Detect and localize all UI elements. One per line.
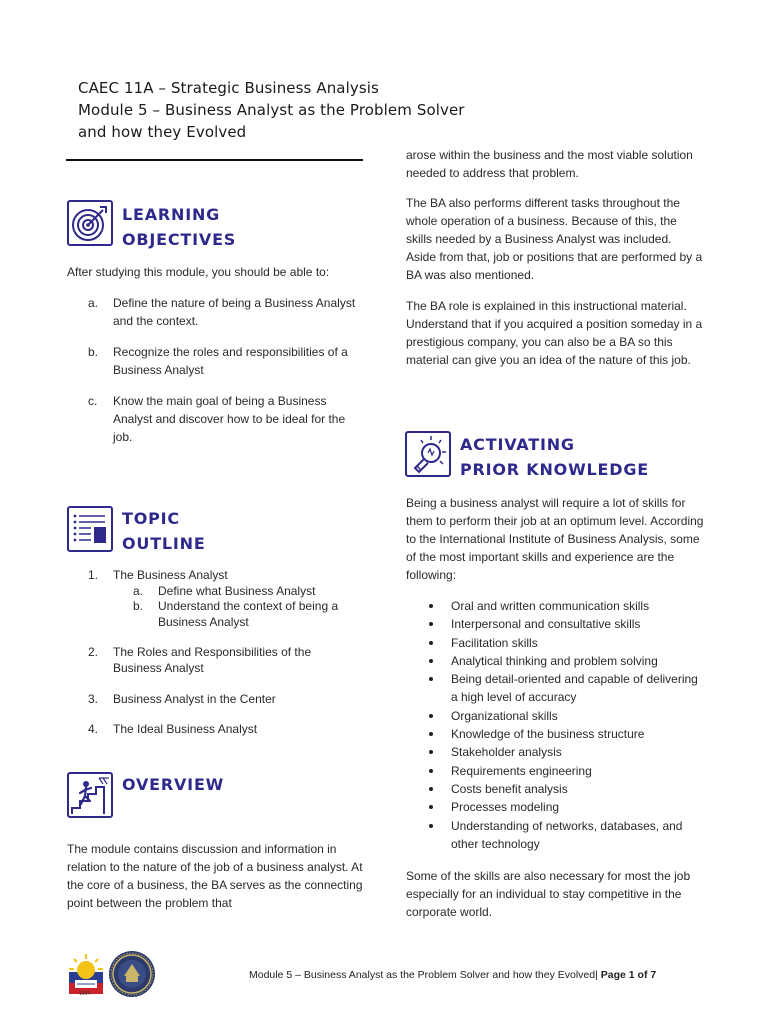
list-item: Stakeholder analysis (428, 743, 708, 761)
list-item: Processes modeling (428, 798, 708, 816)
lightbulb-icon (405, 431, 451, 477)
list-item: Costs benefit analysis (428, 780, 708, 798)
activating-heading: ACTIVATING PRIOR KNOWLEDGE (460, 435, 649, 479)
list-item: b. Understand the context of being a Business Analyst (133, 599, 339, 629)
overview-paragraph-3: The BA role is explained in this instructional material. Understand that if you acquired a position someday in a prestigious company, you can also be a BA so this material can give you an idea of the nature of this job. (406, 299, 703, 367)
stairs-climber-icon (67, 772, 113, 818)
list-item: c. Know the main goal of being a Business Analyst and discover how to be ideal for the job. (88, 394, 346, 444)
overview-heading: OVERVIEW (122, 775, 225, 794)
list-item: 2. The Roles and Responsibilities of the Business Analyst (88, 645, 312, 675)
skills-list (428, 597, 708, 853)
page-number: Page 1 of 7 (600, 969, 657, 981)
list-item: Oral and written communication skills (428, 597, 708, 615)
list-item: 4. The Ideal Business Analyst (88, 722, 258, 737)
list-item: Facilitation skills (428, 634, 708, 652)
target-icon (67, 200, 113, 246)
learning-intro: After studying this module, you should be able to: (67, 265, 330, 279)
list-item: 3. Business Analyst in the Center (88, 691, 276, 706)
list-item: Analytical thinking and problem solving (428, 652, 708, 670)
overview-paragraph-2: The BA also performs different tasks throughout the whole operation of a business. Because of this, the skills needed by a Business Analyst was included. Aside from that, job or positions that are performed by a BA was also mentioned. (406, 196, 703, 282)
module-title: Module 5 – Business Analyst as the Problem Solver (78, 101, 465, 119)
overview-paragraph: The module contains discussion and information in relation to the nature of the job of a business analyst. At the core of a business, the BA serves as the connecting point between the problem that (67, 842, 363, 910)
overview-paragraph-cont: arose within the business and the most viable solution needed to address that problem. (406, 148, 693, 180)
topic-list (88, 568, 363, 738)
activating-paragraph-2: Some of the skills are also necessary for most the job especially for an individual to stay competitive in the corporate world. (406, 869, 691, 919)
list-icon (67, 506, 113, 552)
list-item: Interpersonal and consultative skills (428, 615, 708, 633)
university-logo (65, 952, 107, 998)
document-title (78, 77, 465, 143)
list-item: Knowledge of the business structure (428, 725, 708, 743)
list-item: a. Define what Business Analyst (133, 583, 316, 598)
list-item: b. Recognize the roles and responsibilities of a Business Analyst (88, 345, 348, 377)
objectives-list (88, 294, 363, 446)
topic-outline-heading: TOPIC OUTLINE (122, 509, 206, 553)
course-title: CAEC 11A – Strategic Business Analysis (78, 79, 379, 97)
list-item: a. Define the nature of being a Business Analyst and the context. (88, 296, 356, 328)
logo-year: 1904 (79, 991, 91, 997)
list-item: Understanding of networks, databases, and other technology (428, 817, 698, 854)
footer-text: Module 5 – Business Analyst as the Problem Solver and how they Evolved| (249, 969, 601, 981)
list-item: Requirements engineering (428, 762, 708, 780)
learning-objectives-heading: LEARNING OBJECTIVES (122, 205, 237, 249)
activating-paragraph: Being a business analyst will require a lot of skills for them to perform their job at an optimum level. According to the International Institute of Business Analysis, some of the most important skills and experience are the following: (406, 496, 704, 582)
list-item: 1. The Business Analyst (88, 568, 228, 582)
list-item: Organizational skills (428, 707, 708, 725)
module-title-cont: and how they Evolved (78, 123, 247, 141)
header-divider (66, 159, 363, 161)
page-footer (249, 969, 656, 981)
list-item: Being detail-oriented and capable of delivering a high level of accuracy (428, 670, 698, 707)
university-seal (108, 950, 156, 998)
